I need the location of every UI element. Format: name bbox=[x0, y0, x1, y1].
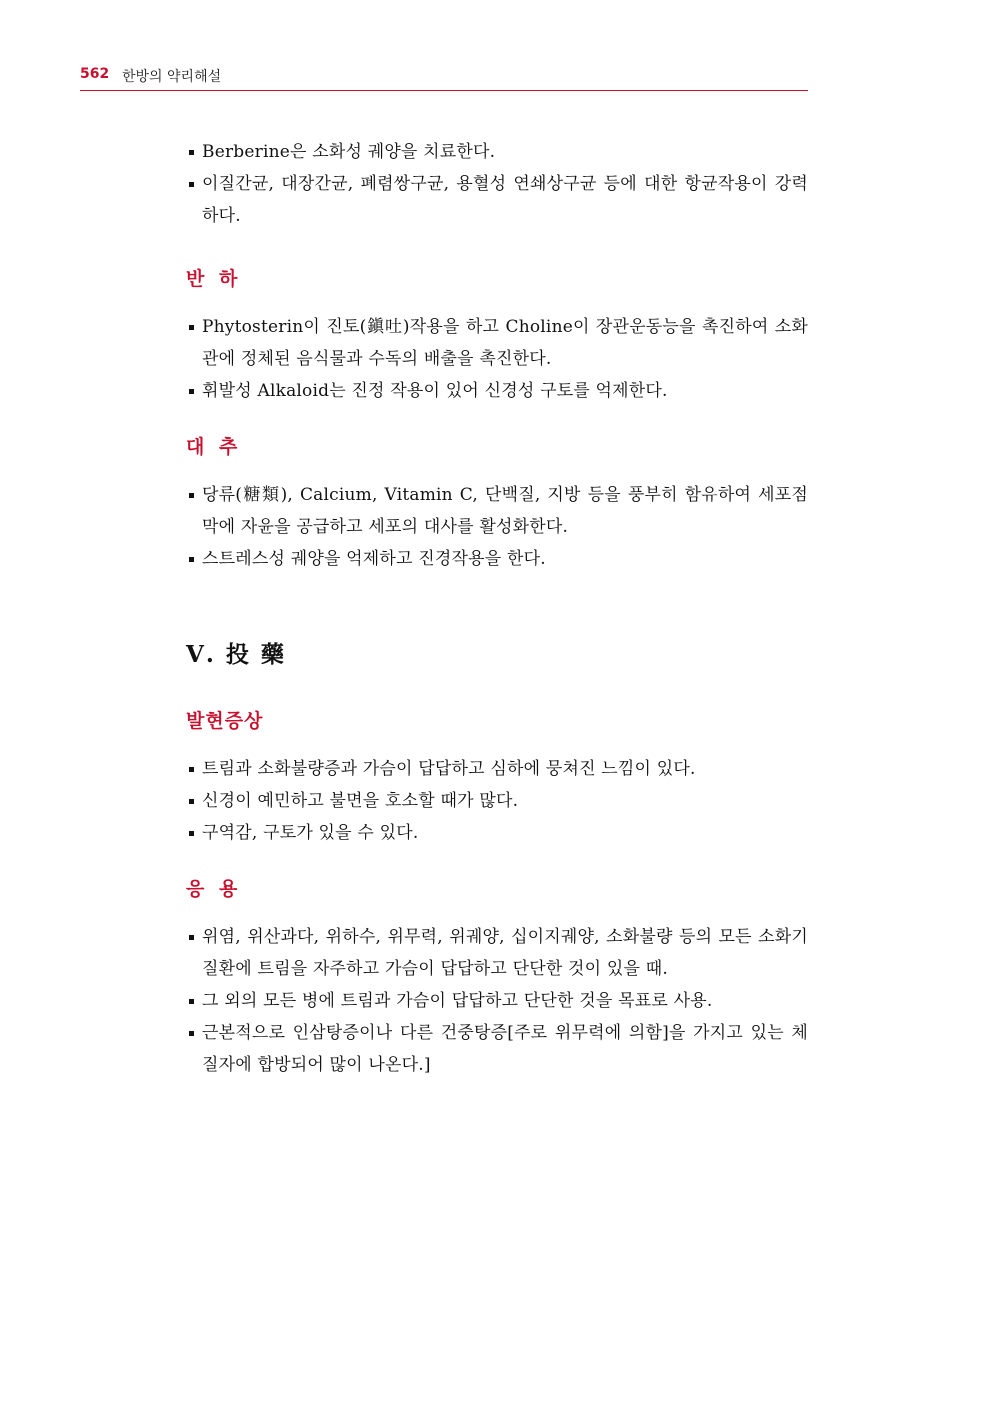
list-item: 스트레스성 궤양을 억제하고 진경작용을 한다. bbox=[186, 543, 808, 575]
application-bullet-list bbox=[186, 921, 808, 1081]
banha-section bbox=[186, 264, 808, 407]
list-item: Phytosterin이 진토(鎭吐)작용을 하고 Choline이 장관운동능을 촉진하여 소화관에 정체된 음식물과 수독의 배출을 촉진한다. bbox=[186, 311, 808, 375]
section-heading-banha: 반 하 bbox=[186, 268, 242, 290]
symptoms-section bbox=[186, 706, 808, 849]
book-title: 한방의 약리해설 bbox=[122, 69, 222, 85]
intro-bullet-list bbox=[186, 136, 808, 232]
application-section bbox=[186, 874, 808, 1081]
list-item: 그 외의 모든 병에 트림과 가슴이 답답하고 단단한 것을 목표로 사용. bbox=[186, 985, 808, 1017]
page-header bbox=[80, 66, 808, 91]
list-item: 이질간균, 대장간균, 폐렴쌍구균, 용혈성 연쇄상구균 등에 대한 항균작용이 강력하다. bbox=[186, 168, 808, 232]
banha-bullet-list bbox=[186, 311, 808, 407]
list-item: 트림과 소화불량증과 가슴이 답답하고 심하에 뭉쳐진 느낌이 있다. bbox=[186, 753, 808, 785]
section-heading-daechu: 대 추 bbox=[186, 436, 242, 458]
list-item: 위염, 위산과다, 위하수, 위무력, 위궤양, 십이지궤양, 소화불량 등의 모든 소화기 질환에 트림을 자주하고 가슴이 답답하고 단단한 것이 있을 때. bbox=[186, 921, 808, 985]
list-item: Berberine은 소화성 궤양을 치료한다. bbox=[186, 136, 808, 168]
list-item: 신경이 예민하고 불면을 호소할 때가 많다. bbox=[186, 785, 808, 817]
chapter-heading: Ⅴ. 投 藥 bbox=[186, 641, 286, 668]
chapter-section bbox=[186, 636, 808, 669]
list-item: 근본적으로 인삼탕증이나 다른 건중탕증[주로 위무력에 의함]을 가지고 있는 체질자에 합방되어 많이 나온다.] bbox=[186, 1017, 808, 1081]
section-heading-application: 응 용 bbox=[186, 878, 242, 900]
daechu-section bbox=[186, 432, 808, 575]
daechu-bullet-list bbox=[186, 479, 808, 575]
section-heading-symptoms: 발현증상 bbox=[186, 710, 264, 732]
list-item: 휘발성 Alkaloid는 진정 작용이 있어 신경성 구토를 억제한다. bbox=[186, 375, 808, 407]
page-number: 562 bbox=[80, 66, 110, 82]
list-item: 구역감, 구토가 있을 수 있다. bbox=[186, 817, 808, 849]
symptoms-bullet-list bbox=[186, 753, 808, 849]
list-item: 당류(糖類), Calcium, Vitamin C, 단백질, 지방 등을 풍부히 함유하여 세포점막에 자윤을 공급하고 세포의 대사를 활성화한다. bbox=[186, 479, 808, 543]
intro-section bbox=[186, 136, 808, 232]
